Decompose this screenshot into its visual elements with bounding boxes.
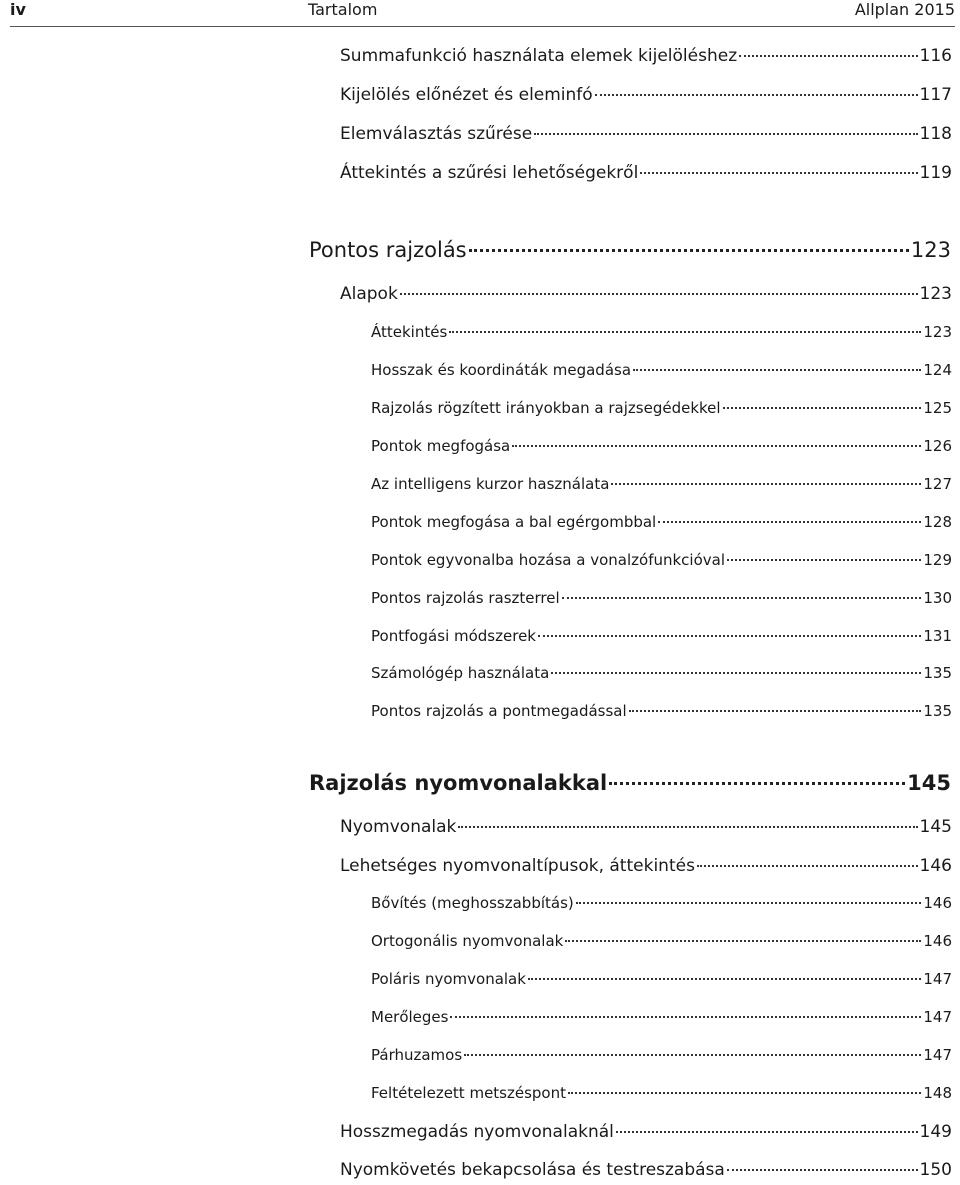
toc-entry-title: Az intelligens kurzor használata [371, 475, 610, 493]
toc-entry-title: Ortogonális nyomvonalak [371, 932, 564, 950]
toc-entry[interactable] [371, 437, 952, 455]
toc-entry[interactable] [371, 970, 952, 988]
toc-entry-page: 145 [907, 771, 951, 795]
toc-entry-page: 146 [923, 894, 952, 912]
toc-entry-page: 125 [923, 399, 952, 417]
toc-entry-title: Bővítés (meghosszabbítás) [371, 894, 574, 912]
dot-leader [609, 782, 905, 785]
toc-entry-page: 130 [923, 589, 952, 607]
toc-entry-page: 131 [923, 627, 952, 645]
toc-entry-title: Párhuzamos [371, 1046, 463, 1064]
dot-leader [658, 521, 921, 523]
toc-entry[interactable] [340, 856, 952, 876]
header-section-title: Tartalom [308, 0, 378, 19]
toc-entry[interactable] [340, 284, 952, 304]
toc-entry-page: 150 [919, 1160, 952, 1180]
toc-entry-page: 126 [923, 437, 952, 455]
toc-entry-page: 145 [919, 817, 952, 837]
toc-entry-page: 135 [923, 664, 952, 682]
toc-entry-title: Rajzolás rögzített irányokban a rajzsegédekkel [371, 399, 721, 417]
dot-leader [629, 710, 922, 712]
dot-leader [576, 902, 922, 904]
toc-entry-title: Summafunkció használata elemek kijelöléshez [340, 46, 738, 66]
toc-entry[interactable] [371, 589, 952, 607]
dot-leader [727, 559, 921, 561]
toc-entry[interactable] [309, 771, 951, 795]
dot-leader [528, 978, 921, 980]
toc-entry[interactable] [340, 124, 952, 144]
dot-leader [633, 369, 921, 371]
toc-entry[interactable] [371, 664, 952, 682]
dot-leader [640, 172, 917, 174]
dot-leader [595, 94, 918, 96]
toc-entry[interactable] [340, 85, 952, 105]
dot-leader [449, 331, 921, 333]
toc-entry-title: Merőleges [371, 1008, 449, 1026]
toc-entry-title: Lehetséges nyomvonaltípusok, áttekintés [340, 856, 695, 876]
header-page-number: iv [10, 0, 26, 19]
toc-entry-title: Hosszak és koordináták megadása [371, 361, 632, 379]
toc-entry-title: Elemválasztás szűrése [340, 124, 533, 144]
toc-entry-title: Áttekintés [371, 323, 448, 341]
toc-entry-page: 116 [919, 46, 952, 66]
toc-entry-page: 128 [923, 513, 952, 531]
toc-entry-title: Rajzolás nyomvonalakkal [309, 771, 608, 795]
toc-entry-title: Pontok egyvonalba hozása a vonalzófunkcióval [371, 551, 726, 569]
toc-entry-page: 117 [919, 85, 952, 105]
toc-entry-page: 127 [923, 475, 952, 493]
toc-entry[interactable] [340, 46, 952, 66]
toc-entry-page: 129 [923, 551, 952, 569]
toc-entry-title: Poláris nyomvonalak [371, 970, 526, 988]
dot-leader [739, 55, 917, 57]
toc-entry-page: 118 [919, 124, 952, 144]
toc-entry-page: 135 [923, 702, 952, 720]
toc-entry[interactable] [371, 361, 952, 379]
toc-entry-page: 147 [923, 1008, 952, 1026]
toc-entry-title: Pontos rajzolás raszterrel [371, 589, 560, 607]
toc-entry[interactable] [340, 163, 952, 183]
toc-entry[interactable] [371, 513, 952, 531]
toc-entry-page: 148 [923, 1084, 952, 1102]
page-header [10, 0, 955, 27]
dot-leader [512, 445, 921, 447]
toc-entry[interactable] [340, 817, 952, 837]
toc-entry[interactable] [371, 1084, 952, 1102]
dot-leader [464, 1054, 921, 1056]
dot-leader [727, 1169, 918, 1171]
toc-entry[interactable] [371, 1008, 952, 1026]
toc-entry-title: Feltételezett metszéspont [371, 1084, 566, 1102]
toc-entry[interactable] [371, 475, 952, 493]
toc-entry-title: Pontok megfogása [371, 437, 511, 455]
toc-entry[interactable] [371, 627, 952, 645]
dot-leader [458, 826, 917, 828]
toc-entry-page: 124 [923, 361, 952, 379]
header-book-title: Allplan 2015 [854, 0, 955, 19]
dot-leader [697, 865, 918, 867]
toc-entry[interactable] [340, 1160, 952, 1180]
toc-entry-page: 123 [910, 238, 951, 262]
toc-entry-title: Pontok megfogása a bal egérgombbal [371, 513, 657, 531]
dot-leader [400, 293, 918, 295]
toc-entry[interactable] [309, 238, 951, 262]
toc-entry-title: Számológép használata [371, 664, 550, 682]
toc-entry[interactable] [340, 1122, 952, 1142]
dot-leader [538, 635, 921, 637]
dot-leader [565, 940, 921, 942]
toc-entry[interactable] [371, 1046, 952, 1064]
toc-entry[interactable] [371, 894, 952, 912]
toc-entry-title: Pontos rajzolás a pontmegadással [371, 702, 627, 720]
dot-leader [469, 249, 909, 252]
dot-leader [568, 1092, 921, 1094]
toc-entry-title: Pontfogási módszerek [371, 627, 536, 645]
dot-leader [616, 1131, 918, 1133]
toc-entry[interactable] [371, 932, 952, 950]
toc-entry-page: 149 [919, 1122, 952, 1142]
toc-entry-title: Nyomkövetés bekapcsolása és testreszabása [340, 1160, 725, 1180]
toc-entry-page: 123 [923, 323, 952, 341]
toc-entry-title: Áttekintés a szűrési lehetőségekről [340, 163, 639, 183]
toc-entry[interactable] [371, 323, 952, 341]
toc-entry-page: 123 [919, 284, 952, 304]
toc-entry[interactable] [371, 702, 952, 720]
toc-entry-page: 119 [919, 163, 952, 183]
toc-entry-title: Kijelölés előnézet és eleminfó [340, 85, 593, 105]
toc-entry-page: 146 [923, 932, 952, 950]
toc-entry-title: Hosszmegadás nyomvonalaknál [340, 1122, 614, 1142]
dot-leader [562, 597, 922, 599]
toc-entry-page: 147 [923, 970, 952, 988]
toc-entry[interactable] [371, 551, 952, 569]
toc-entry-title: Alapok [340, 284, 398, 304]
toc-entry-page: 147 [923, 1046, 952, 1064]
dot-leader [534, 133, 917, 135]
dot-leader [723, 407, 922, 409]
toc-entry-page: 146 [919, 856, 952, 876]
toc-entry[interactable] [371, 399, 952, 417]
toc-entry-title: Nyomvonalak [340, 817, 457, 837]
toc-entry-title: Pontos rajzolás [309, 238, 467, 262]
dot-leader [611, 483, 921, 485]
dot-leader [551, 672, 921, 674]
dot-leader [450, 1016, 921, 1018]
